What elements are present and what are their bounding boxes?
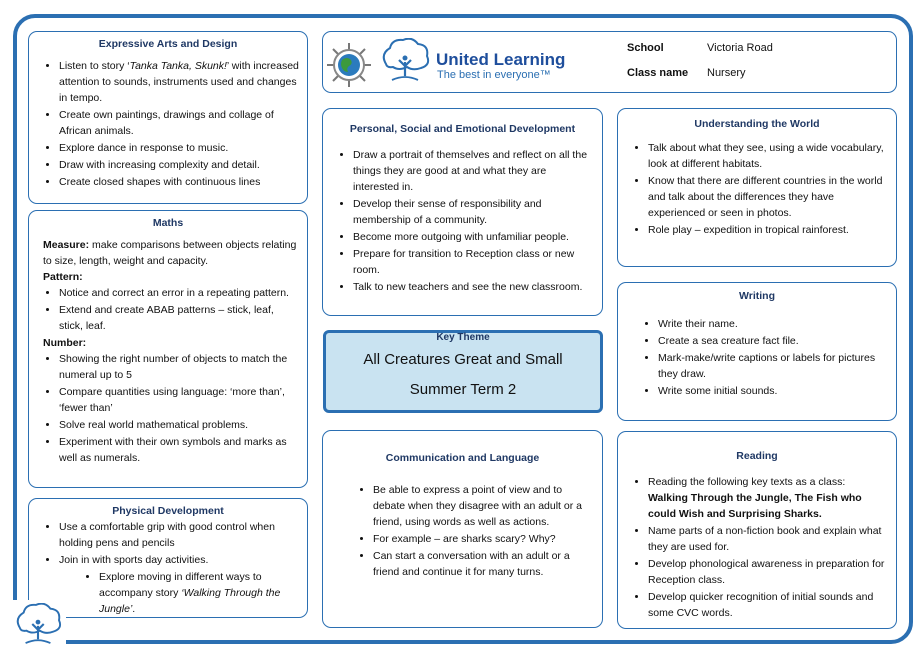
- list-item: • Experiment with their own symbols and marks as well as numerals.: [59, 434, 299, 466]
- list-item: • Explore dance in response to music.: [59, 140, 299, 156]
- key-theme-box: [323, 330, 603, 413]
- list-item: • Solve real world mathematical problems.: [59, 417, 299, 433]
- list-item: • Explore moving in different ways to accompany story ‘Walking Through the Jungle’.: [99, 569, 299, 617]
- writing-title: Writing: [739, 290, 775, 302]
- communication-title: Communication and Language: [385, 452, 540, 464]
- class-value: Nursery: [707, 67, 746, 79]
- list-item: • Be able to express a point of view and to debate when they disagree with an adult or a friend, using words as well as actions.: [373, 482, 594, 530]
- list-item: • Create a sea creature fact file.: [658, 333, 888, 349]
- list-item: • Reading the following key texts as a class: Walking Through the Jungle, The Fish who could Wish and Surprising Sharks.: [648, 474, 888, 522]
- list-item: • Join in with sports day activities.: [59, 552, 299, 568]
- list-item: • For example – are sharks scary? Why?: [373, 531, 594, 547]
- list-item: • Draw a portrait of themselves and reflect on all the things they are good at and what they are interested in.: [353, 147, 594, 195]
- list-item: • Talk about what they see, using a wide vocabulary, look at different habitats.: [648, 140, 888, 172]
- list-item: • Write their name.: [658, 316, 888, 332]
- communication-box: [322, 430, 603, 628]
- list-item: • Create own paintings, drawings and collage of African animals.: [59, 107, 299, 139]
- brand-name: United Learning: [436, 50, 566, 69]
- list-item: • Compare quantities using language: ‘more than’, ‘fewer than’: [59, 384, 299, 416]
- list-item: • Prepare for transition to Reception class or new room.: [353, 246, 594, 278]
- list-item: • Name parts of a non-fiction book and explain what they are used for.: [648, 523, 888, 555]
- school-label: School: [627, 42, 664, 54]
- maths-title: Maths: [152, 217, 184, 229]
- tree-people-logo-icon: [12, 603, 64, 645]
- key-theme-term: Summer Term 2: [409, 381, 517, 398]
- school-value: Victoria Road: [707, 42, 773, 54]
- list-item: • Can start a conversation with an adult or a friend and continue it for many turns.: [373, 548, 594, 580]
- expressive-arts-box: [28, 31, 308, 204]
- list-item: • Draw with increasing complexity and detail.: [59, 157, 299, 173]
- list-item: • Develop their sense of responsibility and membership of a community.: [353, 196, 594, 228]
- list-item: • Write some initial sounds.: [658, 383, 888, 399]
- list-item: • Showing the right number of objects to match the numeral up to 5: [59, 351, 299, 383]
- list-item: • Develop quicker recognition of initial sounds and some CVC words.: [648, 589, 888, 621]
- list-item: • Develop phonological awareness in preparation for Reception class.: [648, 556, 888, 588]
- list-item: • Create closed shapes with continuous lines: [59, 174, 299, 190]
- list-item: • Become more outgoing with unfamiliar people.: [353, 229, 594, 245]
- reading-title: Reading: [736, 450, 778, 462]
- tree-people-logo-icon: [378, 38, 432, 82]
- list-item: • Listen to story ‘Tanka Tanka, Skunk!’ with increased attention to sounds, instruments used and changes in tempo.: [59, 58, 299, 106]
- physical-box: [28, 498, 308, 618]
- ship-wheel-globe-logo-icon: [326, 42, 372, 88]
- list-item: • Know that there are different countries in the world and talk about the differences they have experienced or seen in photos.: [648, 173, 888, 221]
- key-theme-label: Key Theme: [436, 332, 490, 343]
- utw-title: Understanding the World: [694, 118, 820, 130]
- psed-title: Personal, Social and Emotional Development: [349, 123, 576, 135]
- writing-box: [617, 282, 897, 421]
- expressive-arts-title: Expressive Arts and Design: [98, 38, 238, 50]
- measure-text: Measure: make comparisons between objects relating to size, length, weight and capacity.: [43, 239, 297, 267]
- class-label: Class name: [627, 67, 689, 79]
- utw-box: [617, 108, 897, 267]
- list-item: • Notice and correct an error in a repeating pattern.: [59, 285, 299, 301]
- list-item: • Mark-make/write captions or labels for pictures they draw.: [658, 350, 888, 382]
- pattern-label: Pattern:: [43, 271, 83, 283]
- psed-box: [322, 108, 603, 316]
- list-item: • Use a comfortable grip with good control when holding pens and pencils: [59, 519, 299, 551]
- number-label: Number:: [43, 337, 87, 349]
- brand-tagline: The best in everyone™: [437, 69, 551, 81]
- list-item: • Role play – expedition in tropical rainforest.: [648, 222, 888, 238]
- reading-box: [617, 431, 897, 629]
- physical-title: Physical Development: [112, 505, 224, 517]
- list-item: • Extend and create ABAB patterns – stick, leaf, stick, leaf.: [59, 302, 299, 334]
- maths-box: [28, 210, 308, 488]
- list-item: • Talk to new teachers and see the new classroom.: [353, 279, 594, 295]
- key-theme-title: All Creatures Great and Small: [363, 351, 563, 368]
